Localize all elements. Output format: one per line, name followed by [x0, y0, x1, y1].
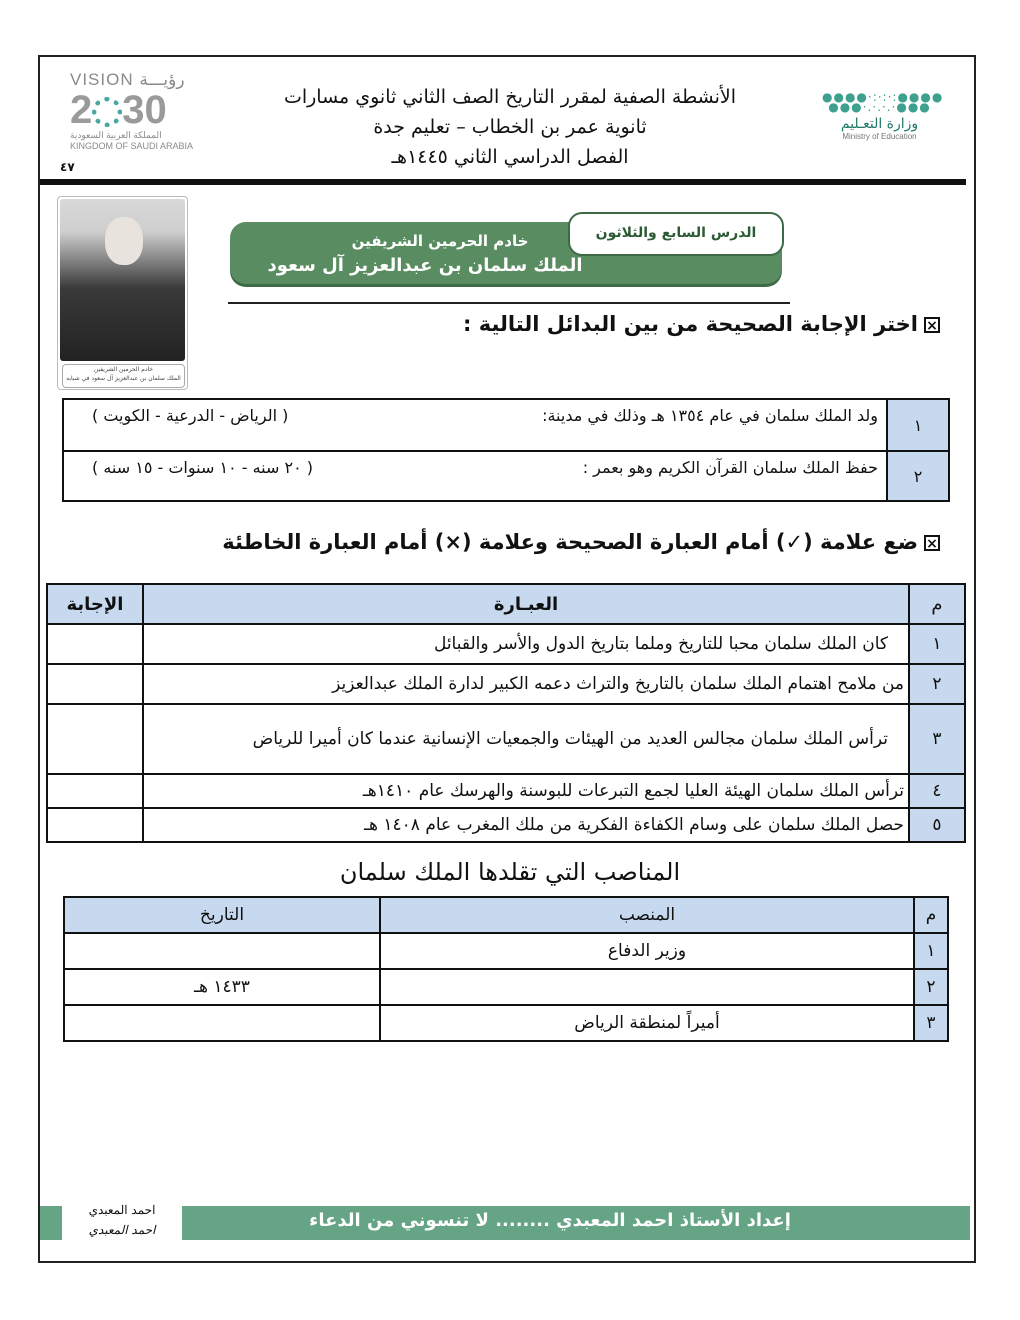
- mcq-options[interactable]: ( ٢٠ سنه - ١٠ سنوات - ١٥ سنه ): [92, 458, 314, 477]
- vision-logo-ar: المملكة العربية السعودية: [70, 130, 162, 140]
- tf-num: ١: [909, 624, 965, 664]
- section1-title: [463, 312, 940, 336]
- positions-header-date: التاريخ: [64, 897, 380, 933]
- tf-row: [47, 664, 965, 704]
- mcq-num: ١: [887, 399, 949, 451]
- tf-row: [47, 624, 965, 664]
- positions-date[interactable]: ١٤٣٣ هـ: [64, 969, 380, 1005]
- tf-header-statement: العبـارة: [143, 584, 909, 624]
- portrait-face: [105, 217, 143, 265]
- tf-answer[interactable]: [47, 624, 143, 664]
- portrait-caption: [62, 364, 185, 388]
- positions-header-row: [64, 897, 948, 933]
- portrait-caption-line-2: الملك سلمان بن عبدالعزيز آل سعود في شبابه: [66, 375, 181, 382]
- tf-num: ٣: [909, 704, 965, 774]
- positions-row: [64, 933, 948, 969]
- vision-logo-year: 2 30: [70, 88, 167, 132]
- mcq-cell: [63, 399, 887, 451]
- tf-row: [47, 808, 965, 842]
- positions-table: [63, 896, 949, 1042]
- tf-statement: ترأس الملك سلمان الهيئة العليا لجمع التبرعات للبوسنة والهرسك عام ١٤١٠هـ: [143, 774, 909, 808]
- tf-row: [47, 704, 965, 774]
- section2-title-text: ضع علامة (✓) أمام العبارة الصحيحة وعلامة (×) أمام العبارة الخاطئة: [222, 530, 918, 554]
- moe-logo-en: Ministry of Education: [842, 132, 917, 141]
- moe-logo-ar: وزارة التعـليم: [840, 116, 919, 132]
- tf-answer[interactable]: [47, 704, 143, 774]
- tf-answer[interactable]: [47, 774, 143, 808]
- tf-statement: ترأس الملك سلمان مجالس العديد من الهيئات والجمعيات الإنسانية عندما كان أميرا للرياض: [143, 704, 909, 774]
- portrait-caption-line-1: خادم الحرمين الشريفين: [93, 366, 154, 373]
- tf-statement: حصل الملك سلمان على وسام الكفاءة الفكرية من ملك المغرب عام ١٤٠٨ هـ: [143, 808, 909, 842]
- tf-row: [47, 774, 965, 808]
- tf-header-row: [47, 584, 965, 624]
- mcq-num: ٢: [887, 451, 949, 501]
- moe-dots-icon: ●●●●·:·:·:●●●● ●●●·.·.·.·●●●: [822, 90, 944, 114]
- positions-header-num: م: [914, 897, 948, 933]
- vision-logo-en: KINGDOM OF SAUDI ARABIA: [70, 141, 194, 151]
- vision-2030-logo: [70, 70, 200, 160]
- section1-title-text: اختر الإجابة الصحيحة من بين البدائل التالية :: [463, 312, 918, 336]
- tf-header-num: م: [909, 584, 965, 624]
- positions-position[interactable]: وزير الدفاع: [380, 933, 914, 969]
- banner-title: الملك سلمان بن عبدالعزيز آل سعود: [267, 255, 583, 276]
- vision-logo-top: VISION رؤيـــة: [70, 70, 185, 89]
- positions-row: [64, 969, 948, 1005]
- banner-subtitle: خادم الحرمين الشريفين: [351, 232, 529, 250]
- header-title: [230, 82, 790, 172]
- vision-emblem-icon: [92, 97, 122, 127]
- checkbox-x-icon: ×: [924, 535, 940, 551]
- header-line-3: الفصل الدراسي الثاني ١٤٤٥هـ: [391, 146, 629, 168]
- mcq-options[interactable]: ( الرياض - الدرعية - الكويت ): [92, 406, 289, 425]
- section2-title: [222, 530, 940, 554]
- positions-position[interactable]: [380, 969, 914, 1005]
- signature: [62, 1200, 182, 1246]
- positions-num: ٣: [914, 1005, 948, 1041]
- mcq-cell: [63, 451, 887, 501]
- positions-date[interactable]: [64, 1005, 380, 1041]
- section3-title: المناصب التي تقلدها الملك سلمان: [339, 858, 681, 886]
- lesson-tag: الدرس السابع والثلاثون: [568, 212, 784, 256]
- tf-header-answer: الإجابة: [47, 584, 143, 624]
- portrait-photo: [60, 199, 185, 361]
- positions-num: ١: [914, 933, 948, 969]
- signature-line-1: احمد المعبدي: [88, 1203, 156, 1217]
- banner-divider: [228, 302, 790, 304]
- true-false-table: [46, 583, 966, 843]
- positions-date[interactable]: [64, 933, 380, 969]
- tf-answer[interactable]: [47, 664, 143, 704]
- positions-position[interactable]: أميراً لمنطقة الرياض: [380, 1005, 914, 1041]
- tf-answer[interactable]: [47, 808, 143, 842]
- checkbox-x-icon: ×: [924, 317, 940, 333]
- footer-text: إعداد الأستاذ احمد المعبدي ........ لا تنسوني من الدعاء: [309, 1210, 791, 1231]
- tf-statement: كان الملك سلمان محبا للتاريخ وملما بتاريخ الدول والأسر والقبائل: [143, 624, 909, 664]
- positions-num: ٢: [914, 969, 948, 1005]
- positions-row: [64, 1005, 948, 1041]
- header-divider: [40, 179, 966, 185]
- positions-header-position: المنصب: [380, 897, 914, 933]
- header-line-1: الأنشطة الصفية لمقرر التاريخ الصف الثاني ثانوي مسارات: [283, 86, 737, 108]
- tf-statement: من ملامح اهتمام الملك سلمان بالتاريخ والتراث دعمه الكبير لدارة الملك عبدالعزيز: [143, 664, 909, 704]
- ministry-of-education-logo: [822, 90, 944, 141]
- mcq-question: حفظ الملك سلمان القرآن الكريم وهو بعمر :: [582, 458, 878, 477]
- tf-num: ٢: [909, 664, 965, 704]
- king-portrait: [57, 196, 188, 390]
- tf-num: ٥: [909, 808, 965, 842]
- header-line-2: ثانوية عمر بن الخطاب – تعليم جدة: [373, 116, 647, 138]
- mcq-row: [63, 451, 949, 501]
- mcq-table: [62, 398, 950, 502]
- mcq-question: ولد الملك سلمان في عام ١٣٥٤ هـ وذلك في مدينة:: [542, 406, 878, 425]
- signature-line-2: احمد المعبدي: [88, 1223, 156, 1237]
- page-number: ٤٧: [60, 160, 75, 174]
- mcq-row: [63, 399, 949, 451]
- tf-num: ٤: [909, 774, 965, 808]
